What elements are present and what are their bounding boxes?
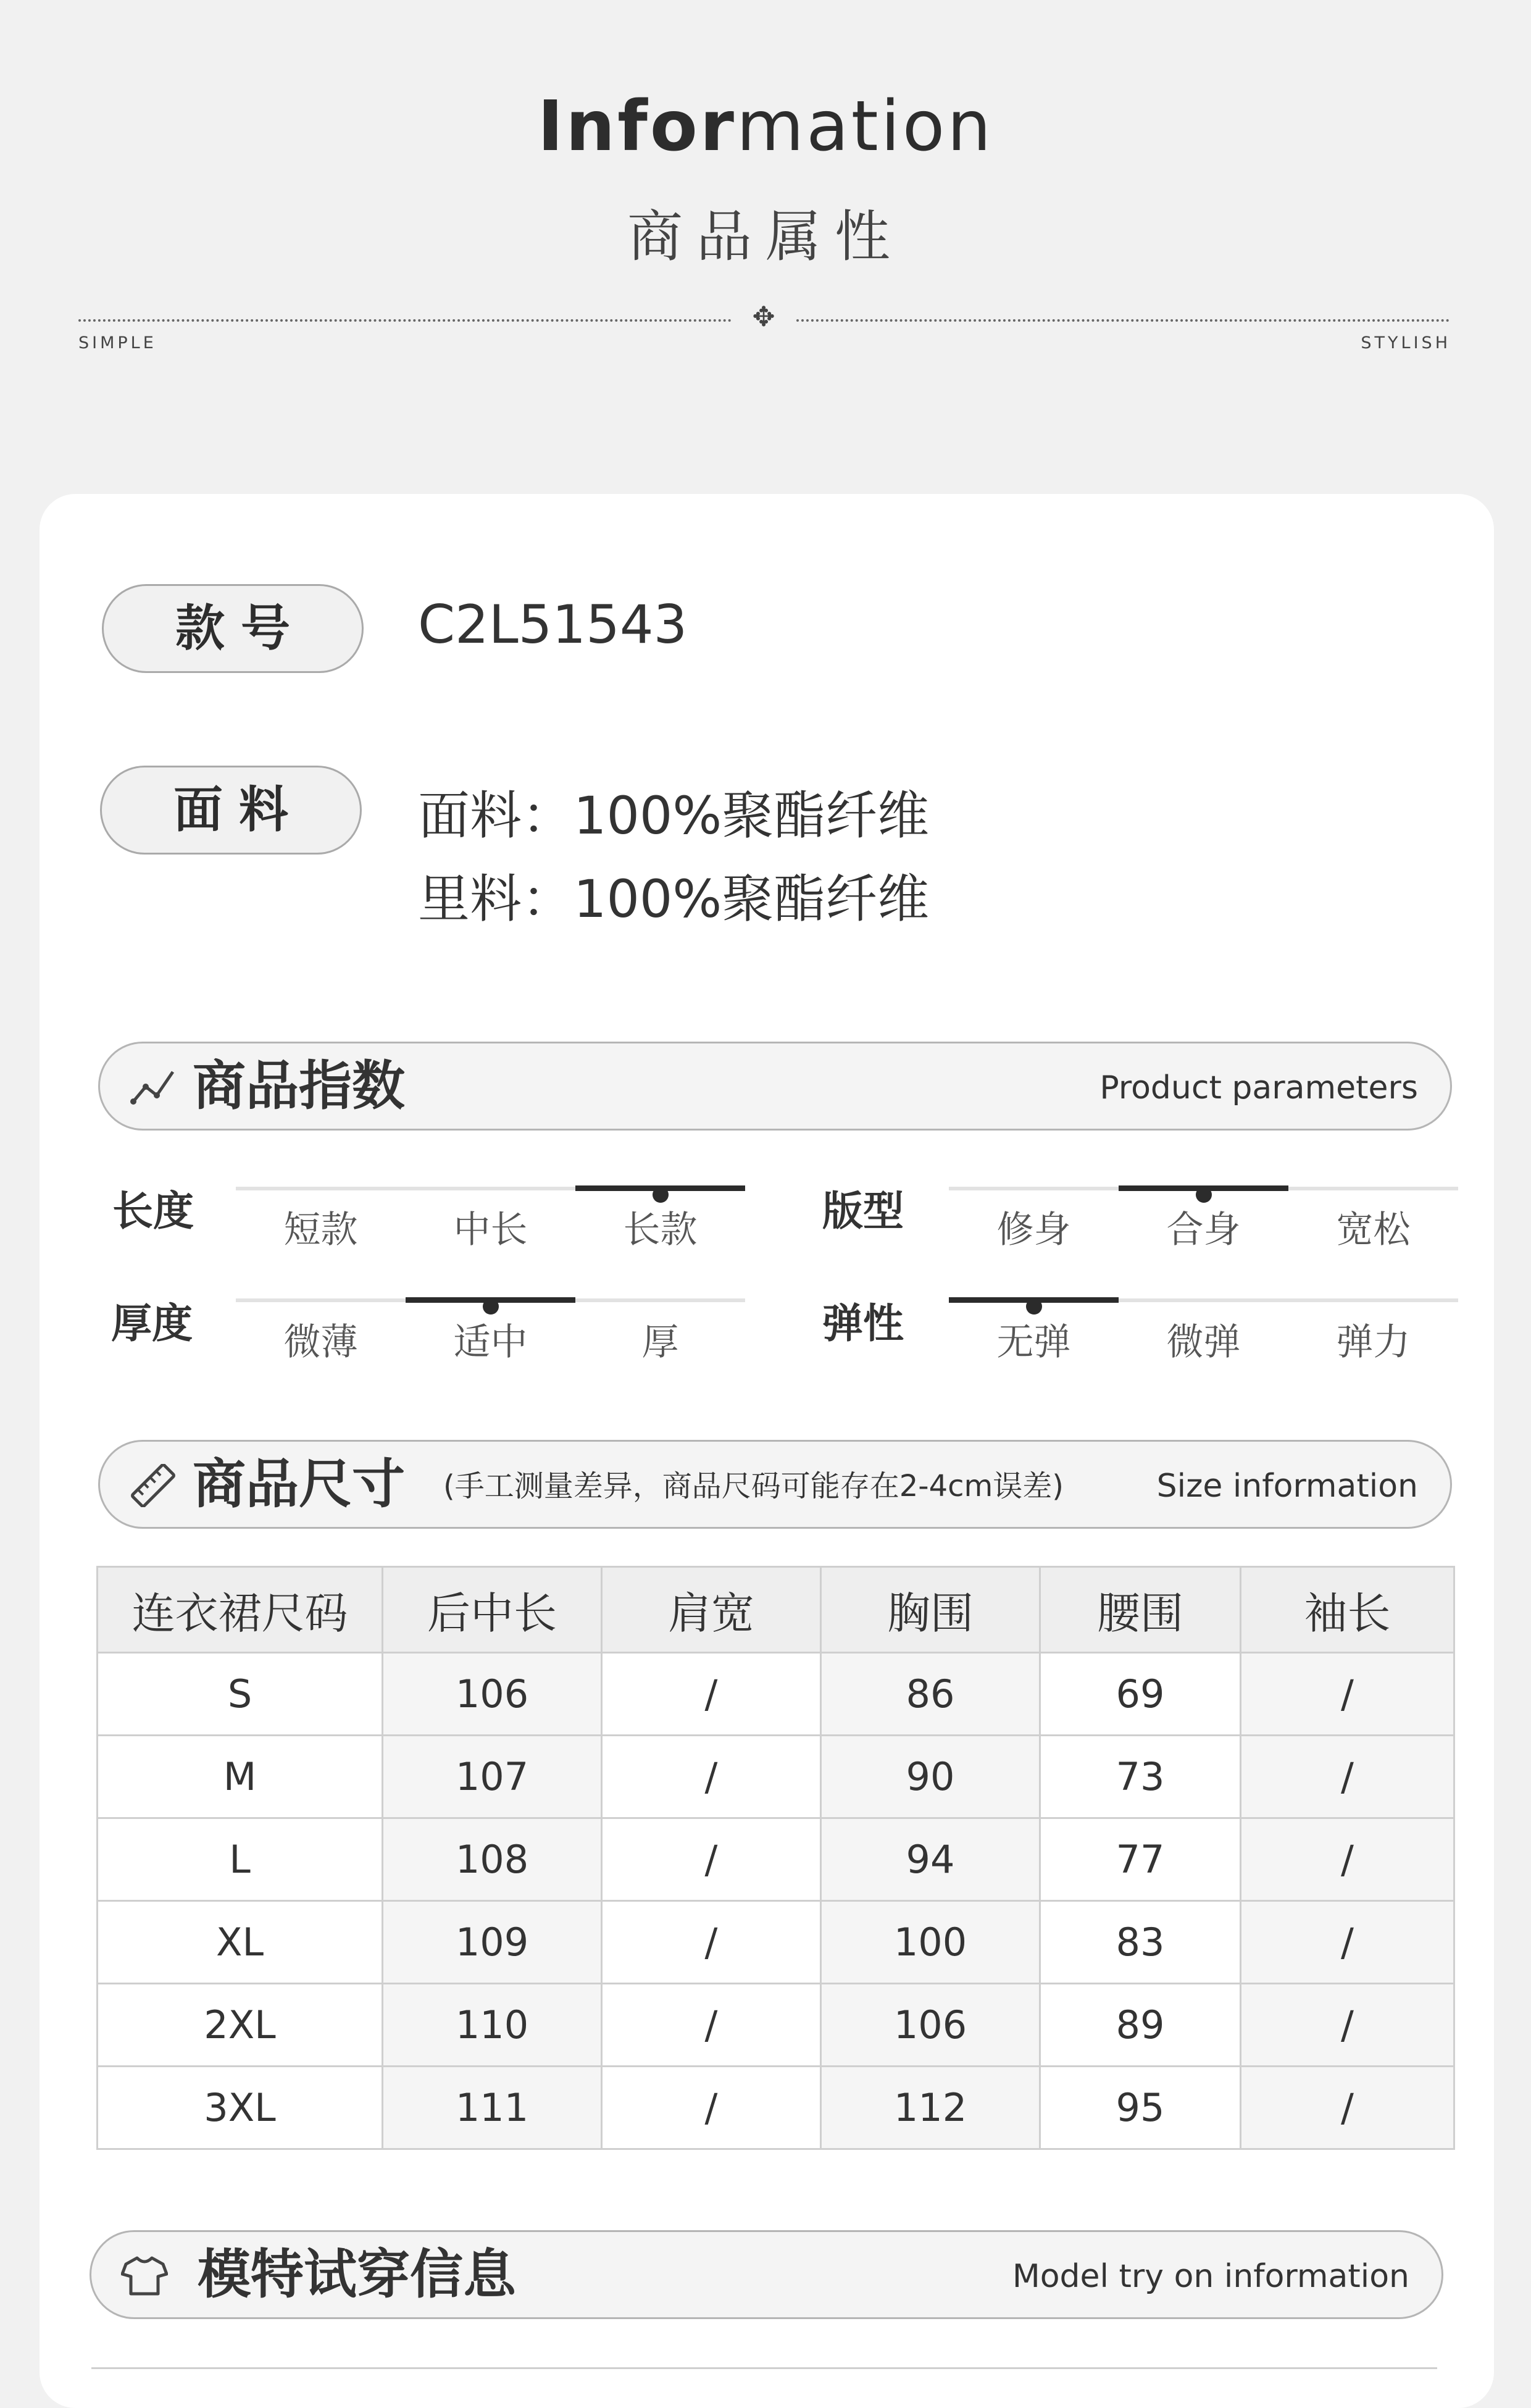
table-cell: 77 — [1040, 1818, 1241, 1901]
table-cell: 109 — [383, 1901, 602, 1984]
param-option: 合身 — [1166, 1208, 1241, 1252]
table-cell: S — [98, 1653, 383, 1736]
param-option: 弹力 — [1336, 1321, 1411, 1364]
column-header: 后中长 — [383, 1567, 602, 1653]
param-option: 修身 — [996, 1208, 1071, 1252]
size-note: (手工测量差异，商品尺码可能存在2-4cm误差) — [443, 1469, 1064, 1503]
table-cell: / — [1241, 1653, 1454, 1736]
table-cell: 100 — [821, 1901, 1040, 1984]
table-cell: / — [602, 2067, 821, 2149]
table-row — [98, 1901, 1454, 1984]
table-cell: / — [602, 1736, 821, 1818]
table-cell: XL — [98, 1901, 383, 1984]
param-label: 长度 — [112, 1187, 194, 1235]
table-cell: 90 — [821, 1736, 1040, 1818]
model-title: 模特试穿信息 — [198, 2244, 516, 2306]
table-cell: / — [1241, 1818, 1454, 1901]
table-row — [98, 1984, 1454, 2067]
param-option: 厚 — [641, 1321, 679, 1364]
fabric-line-lining: 里料：100%聚酯纤维 — [418, 869, 930, 929]
fabric-label: 面料 — [100, 766, 362, 855]
param-option: 中长 — [453, 1208, 528, 1252]
table-cell: 108 — [383, 1818, 602, 1901]
ruler-icon — [130, 1464, 177, 1507]
stylish-label: STYLISH — [1361, 333, 1451, 353]
table-cell: 3XL — [98, 2067, 383, 2149]
trend-line-icon — [130, 1066, 177, 1109]
table-cell: 73 — [1040, 1736, 1241, 1818]
model-section-bar — [90, 2230, 1443, 2319]
table-cell: 2XL — [98, 1984, 383, 2067]
table-cell: 106 — [821, 1984, 1040, 2067]
params-title-en: Product parameters — [1099, 1069, 1418, 1106]
size-table — [96, 1566, 1455, 2150]
table-cell: / — [1241, 1984, 1454, 2067]
param-option: 微弹 — [1166, 1321, 1241, 1364]
divider-right — [796, 319, 1450, 322]
model-title-en: Model try on information — [1012, 2258, 1409, 2295]
table-cell: 95 — [1040, 2067, 1241, 2149]
size-section-bar — [98, 1440, 1452, 1529]
table-cell: / — [1241, 2067, 1454, 2149]
divider-left — [78, 319, 732, 322]
column-header: 袖长 — [1241, 1567, 1454, 1653]
simple-label: SIMPLE — [78, 333, 157, 353]
column-header: 肩宽 — [602, 1567, 821, 1653]
column-header: 连衣裙尺码 — [98, 1567, 383, 1653]
table-cell: 107 — [383, 1736, 602, 1818]
param-label: 厚度 — [111, 1300, 193, 1347]
table-cell: 83 — [1040, 1901, 1241, 1984]
table-cell: / — [1241, 1736, 1454, 1818]
table-cell: / — [602, 1653, 821, 1736]
table-cell: / — [602, 1901, 821, 1984]
param-option: 短款 — [283, 1208, 358, 1252]
table-row — [98, 1818, 1454, 1901]
table-cell: L — [98, 1818, 383, 1901]
table-cell: 89 — [1040, 1984, 1241, 2067]
table-row — [98, 1736, 1454, 1818]
table-row — [98, 2067, 1454, 2149]
size-title-en: Size information — [1156, 1468, 1418, 1505]
param-label: 弹性 — [822, 1300, 904, 1347]
params-section-bar — [98, 1042, 1452, 1131]
table-cell: 86 — [821, 1653, 1040, 1736]
param-label: 版型 — [822, 1187, 904, 1235]
column-header: 胸围 — [821, 1567, 1040, 1653]
param-option: 宽松 — [1336, 1208, 1411, 1252]
table-header-row — [98, 1567, 1454, 1653]
params-title: 商品指数 — [193, 1055, 405, 1117]
page-title-cn: 商品属性 — [627, 204, 904, 269]
table-cell: / — [602, 1984, 821, 2067]
table-cell: 112 — [821, 2067, 1040, 2149]
tshirt-icon — [121, 2254, 168, 2297]
style-no-value: C2L51543 — [418, 594, 688, 656]
param-option: 适中 — [453, 1321, 528, 1364]
table-cell: 111 — [383, 2067, 602, 2149]
table-cell: 69 — [1040, 1653, 1241, 1736]
param-option: 微薄 — [283, 1321, 358, 1364]
title-en-light: mation — [736, 86, 994, 167]
title-en-bold: Infor — [537, 86, 737, 167]
cross-arrows-icon: ✥ — [752, 301, 775, 333]
param-option: 无弹 — [996, 1321, 1071, 1364]
table-cell: M — [98, 1736, 383, 1818]
page-title-en — [0, 86, 1531, 167]
table-cell: 94 — [821, 1818, 1040, 1901]
style-no-label: 款号 — [102, 584, 364, 673]
size-title: 商品尺寸 — [193, 1453, 405, 1515]
param-option: 长款 — [623, 1208, 698, 1252]
table-cell: / — [602, 1818, 821, 1901]
table-cell: / — [1241, 1901, 1454, 1984]
bottom-divider — [91, 2367, 1437, 2369]
table-cell: 110 — [383, 1984, 602, 2067]
column-header: 腰围 — [1040, 1567, 1241, 1653]
table-row — [98, 1653, 1454, 1736]
fabric-line-outer: 面料：100%聚酯纤维 — [418, 785, 930, 846]
table-cell: 106 — [383, 1653, 602, 1736]
